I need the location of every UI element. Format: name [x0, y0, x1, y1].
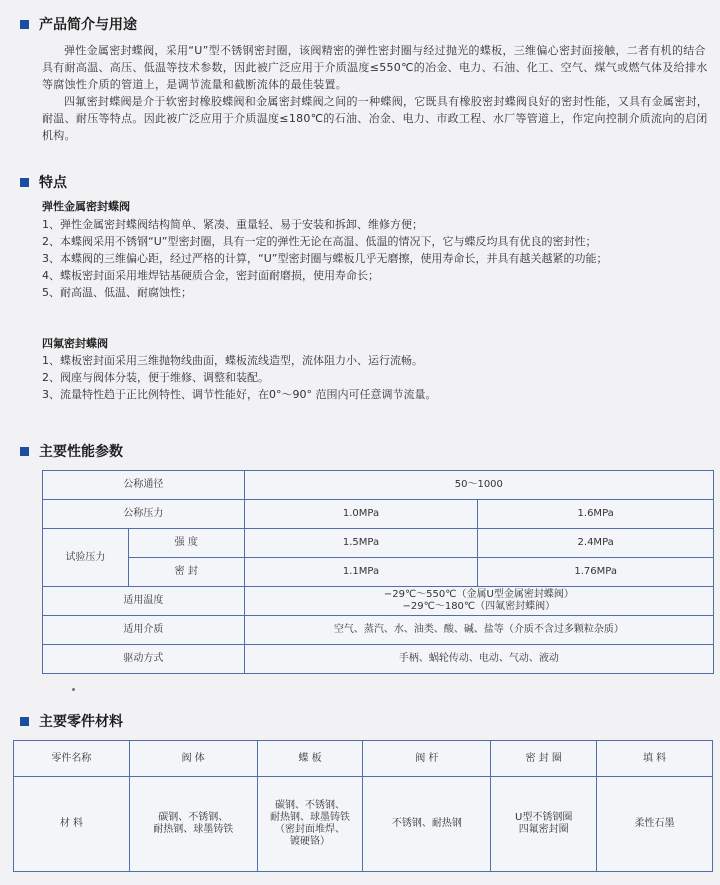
- table-cell-label: 适用介质: [43, 616, 245, 645]
- table-row: [43, 529, 714, 558]
- material-line: 耐热钢、球墨铸铁: [270, 812, 351, 823]
- list-item: 2、阀座与阀体分装，便于维修、调整和装配。: [42, 371, 269, 384]
- table-cell-value: 1.76MPa: [478, 558, 714, 587]
- table-cell-value: 1.6MPa: [478, 500, 714, 529]
- table-row: [43, 471, 714, 500]
- table-cell-value: 空气、蒸汽、水、油类、酸、碱、盐等（介质不含过多颗粒杂质）: [244, 616, 713, 645]
- section-materials-heading: [20, 711, 123, 731]
- bullet-square-icon: [20, 447, 29, 456]
- bullet-square-icon: [20, 178, 29, 187]
- table-cell-label: 试验压力: [43, 529, 129, 587]
- temp-line: −29℃～550℃（金属U型金属密封蝶阀）: [383, 589, 574, 600]
- table-cell-value: 50～1000: [244, 471, 713, 500]
- table-header-cell: 零件名称: [14, 741, 130, 777]
- table-cell-value: 1.1MPa: [244, 558, 478, 587]
- table-row: [43, 500, 714, 529]
- table-cell-label: 材 料: [14, 777, 130, 872]
- temp-line: −29℃～180℃（四氟密封蝶阀）: [402, 601, 556, 612]
- section-features-title: 特点: [39, 175, 67, 191]
- table-cell-body-material: [129, 777, 257, 872]
- table-cell-label: 适用温度: [43, 587, 245, 616]
- table-row: [43, 616, 714, 645]
- table-cell-value: 1.5MPa: [244, 529, 478, 558]
- materials-table: [13, 740, 713, 872]
- list-item: 4、蝶板密封面采用堆焊钴基硬质合金，密封面耐磨损，使用寿命长；: [42, 269, 379, 282]
- performance-table: [42, 470, 714, 674]
- table-cell-label: 密 封: [128, 558, 244, 587]
- table-row: [14, 777, 713, 872]
- material-line: 四氟密封圈: [518, 824, 569, 835]
- table-cell-value: 1.0MPa: [244, 500, 478, 529]
- table-row: [14, 741, 713, 777]
- table-cell-value: 手柄、蜗轮传动、电动、气动、液动: [244, 645, 713, 674]
- table-cell-packing-material: 柔性石墨: [597, 777, 713, 872]
- section-params-title: 主要性能参数: [39, 444, 123, 460]
- material-line: U型不锈钢圈: [515, 812, 573, 823]
- intro-paragraph-2: 四氟密封蝶阀是介于软密封橡胶蝶阀和金属密封蝶阀之间的一种蝶阀，它既具有橡胶密封蝶阀良好的密封性能，又具有金属密封，耐温、耐压等特点。因此被广泛应用于介质温度≤180℃的石油、冶金、电力、市政工程、水厂等管道上，作定向控制介质流向的启闭机构。: [42, 95, 709, 142]
- table-cell-label: 公称通径: [43, 471, 245, 500]
- table-header-cell: 蝶 板: [257, 741, 363, 777]
- table-header-cell: 密 封 圈: [491, 741, 597, 777]
- ptfe-valve-subtitle: 四氟密封蝶阀: [42, 337, 108, 350]
- table-row: [43, 587, 714, 616]
- list-item: 5、耐高温、低温、耐腐蚀性；: [42, 286, 192, 299]
- table-cell-label: 强 度: [128, 529, 244, 558]
- material-line: 镀硬铬）: [290, 836, 331, 847]
- list-item: 1、弹性金属密封蝶阀结构简单、紧凑、重量轻、易于安装和拆卸、维修方便；: [42, 218, 423, 231]
- table-cell-value: 2.4MPa: [478, 529, 714, 558]
- section-materials-title: 主要零件材料: [39, 714, 123, 730]
- section-intro-title: 产品简介与用途: [39, 17, 137, 33]
- print-speck: [72, 688, 75, 691]
- material-line: （密封面堆焊、: [275, 824, 346, 835]
- list-item: 3、本蝶阀的三维偏心距，经过严格的计算，“U”型密封圈与蝶板几乎无磨擦，使用寿命长，并具有越关越紧的功能；: [42, 252, 608, 265]
- section-params-heading: [20, 441, 123, 461]
- list-item: 1、蝶板密封面采用三维抛物线曲面，蝶板流线造型，流体阻力小、运行流畅。: [42, 354, 423, 367]
- table-cell-seal-material: [491, 777, 597, 872]
- table-cell-label: 公称压力: [43, 500, 245, 529]
- section-features-heading: [20, 172, 67, 192]
- table-row: [43, 645, 714, 674]
- table-row: [43, 558, 714, 587]
- metal-valve-subtitle: 弹性金属密封蝶阀: [42, 200, 130, 213]
- table-cell-disc-material: [257, 777, 363, 872]
- table-header-cell: 填 料: [597, 741, 713, 777]
- metal-valve-feature-list: [42, 216, 714, 301]
- material-line: 碳钢、不锈钢、: [275, 800, 346, 811]
- bullet-square-icon: [20, 717, 29, 726]
- ptfe-valve-feature-list: [42, 352, 714, 403]
- section-intro-heading: [20, 14, 137, 34]
- table-cell-stem-material: 不锈钢、耐热钢: [363, 777, 491, 872]
- intro-paragraph-1: 弹性金属密封蝶阀，采用“U”型不锈钢密封圈，该阀精密的弹性密封圈与经过抛光的蝶板，三维偏心密封面接触，二者有机的结合具有耐高温、高压、低温等技术参数，因此被广泛应用于介质温度≤550℃的冶金、电力、石油、化工、空气、煤气或燃气体及给排水等腐蚀性介质的管道上，是调节流量和截断流体的最佳装置。: [42, 44, 708, 91]
- list-item: 3、流量特性趋于正比例特性、调节性能好，在0°～90° 范围内可任意调节流量。: [42, 388, 437, 401]
- table-cell-value: [244, 587, 713, 616]
- table-header-cell: 阀 体: [129, 741, 257, 777]
- material-line: 耐热钢、球墨铸铁: [153, 824, 234, 835]
- table-header-cell: 阀 杆: [363, 741, 491, 777]
- table-cell-label: 驱动方式: [43, 645, 245, 674]
- material-line: 碳钢、不锈钢、: [158, 812, 229, 823]
- list-item: 2、本蝶阀采用不锈钢“U”型密封圈，具有一定的弹性无论在高温、低温的情况下，它与蝶反均具有优良的密封性；: [42, 235, 597, 248]
- bullet-square-icon: [20, 20, 29, 29]
